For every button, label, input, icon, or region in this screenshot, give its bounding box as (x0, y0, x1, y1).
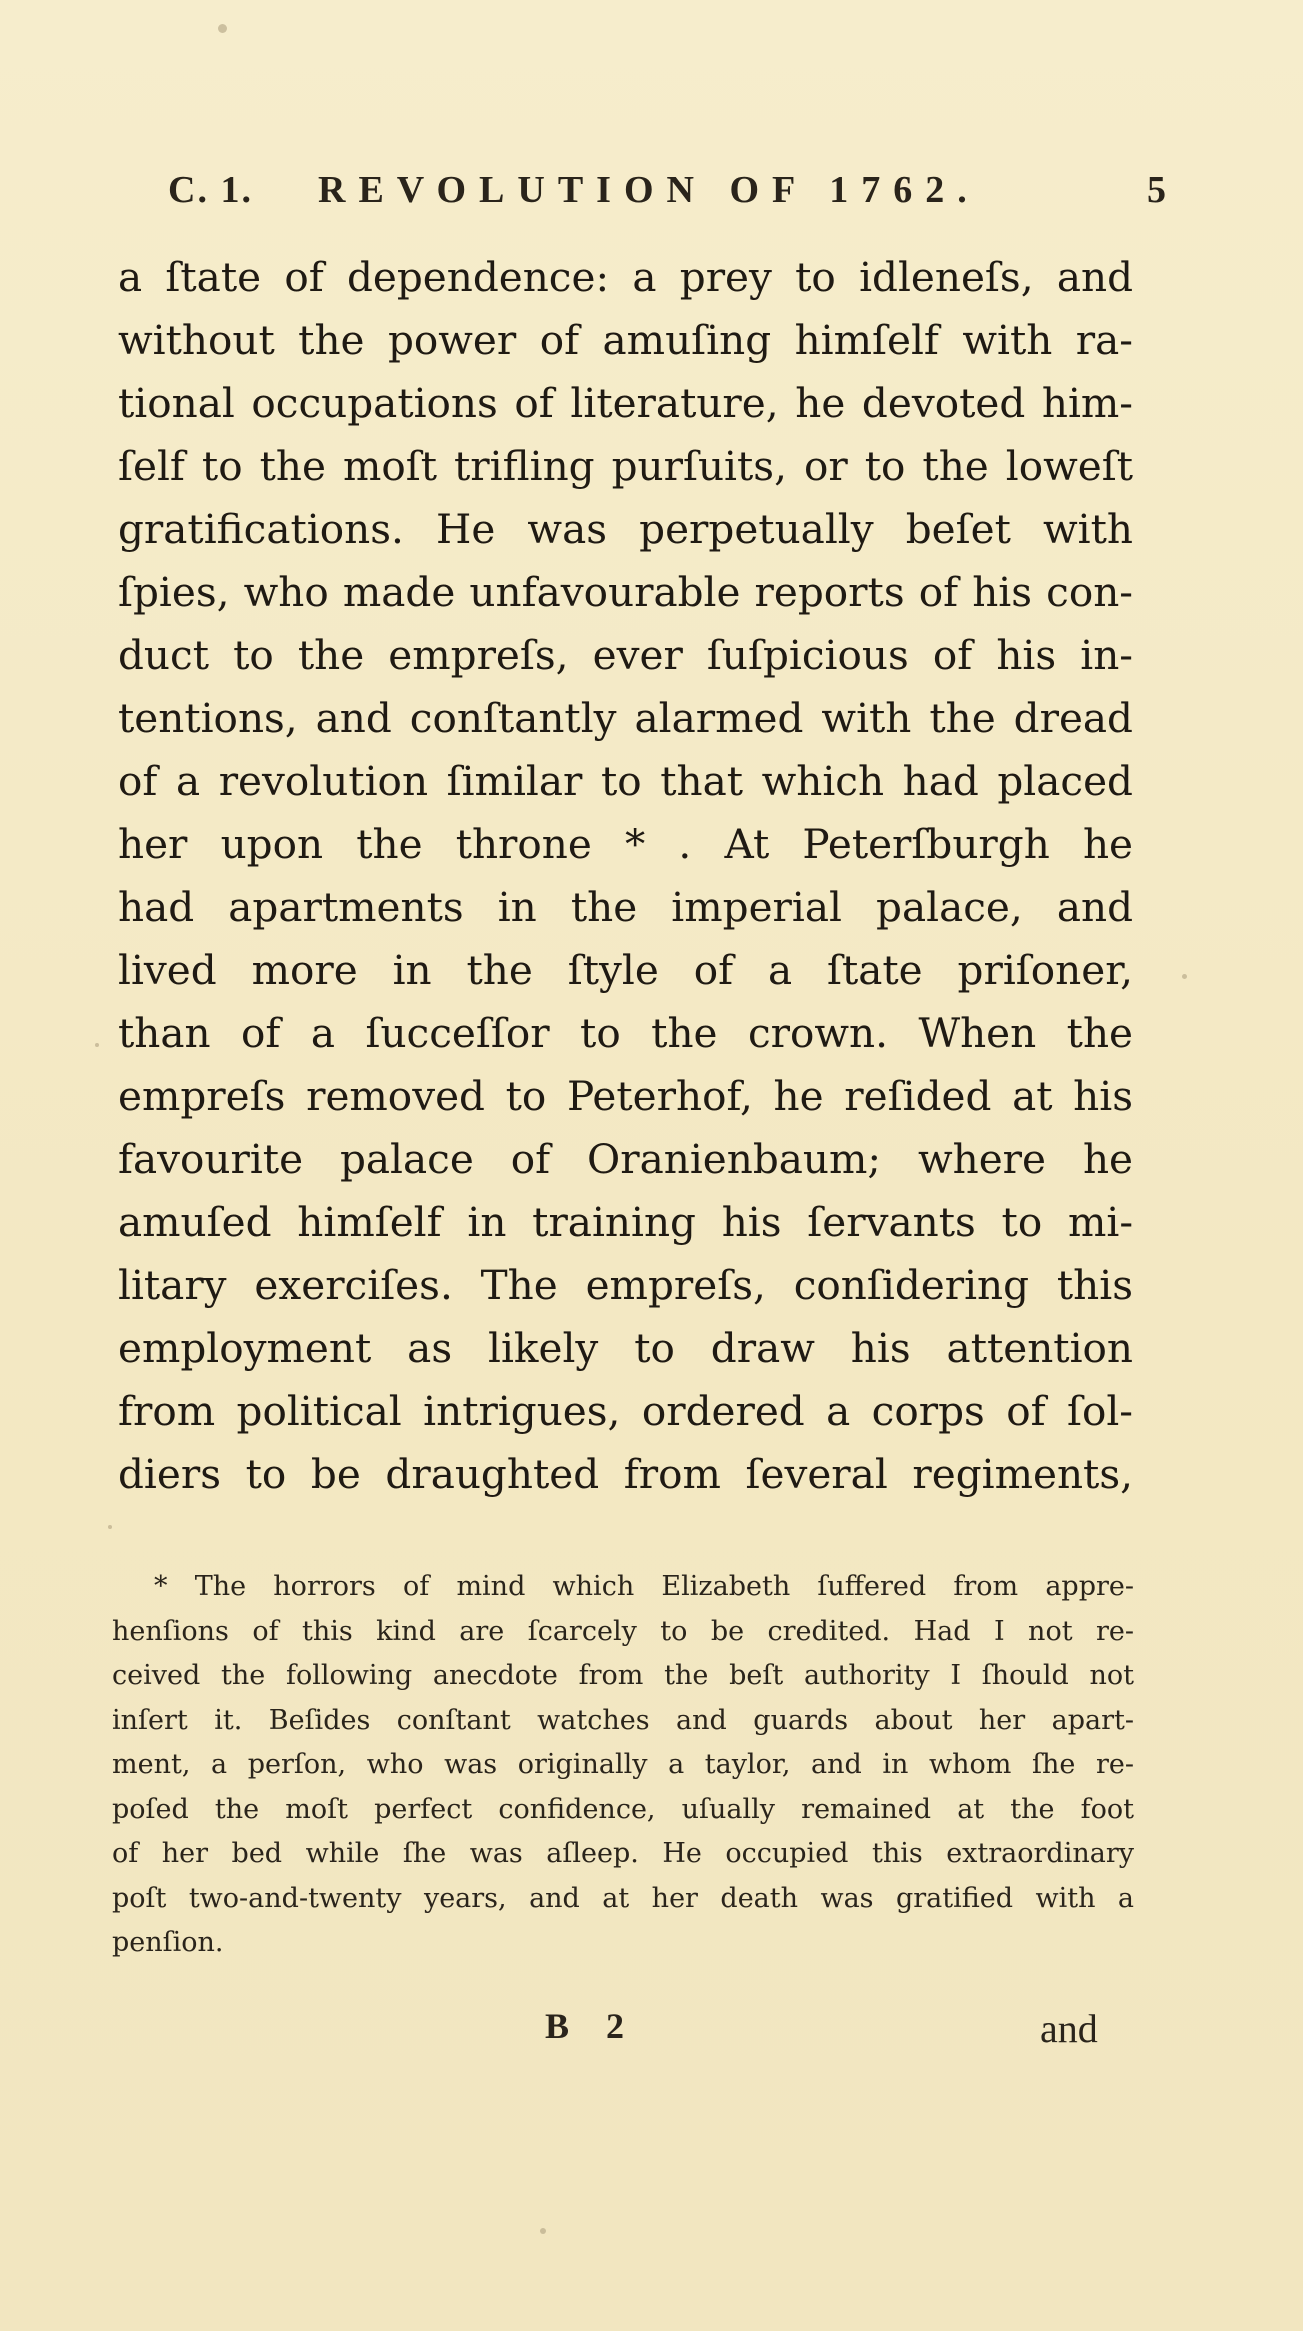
text-line: tional occupations of literature, he devoted him- (118, 379, 1133, 427)
footnote-line: poſt two-and-twenty years, and at her death was gratified with a (112, 1882, 1134, 1914)
text-line: favourite palace of Oranienbaum; where he (118, 1135, 1133, 1183)
footnote-line: * The horrors of mind which Elizabeth ſuffered from appre- (154, 1571, 1134, 1602)
text-line: amuſed himſelf in training his ſervants to mi- (118, 1198, 1133, 1246)
footnote-line: henſions of this kind are ſcarcely to be credited. Had I not re- (112, 1615, 1134, 1647)
text-line: of a revolution ſimilar to that which had placed (118, 757, 1133, 805)
paper-speck (540, 2228, 546, 2234)
footnote-line: penſion. (112, 1927, 224, 1958)
page-number: 5 (1147, 169, 1166, 211)
text-line: empreſs removed to Peterhof, he reſided at his (118, 1072, 1133, 1120)
text-line: employment as likely to draw his attention (118, 1324, 1133, 1372)
paper-speck (108, 1525, 112, 1529)
text-line: from political intrigues, ordered a corps of ſol- (118, 1387, 1133, 1435)
text-line: had apartments in the imperial palace, and (118, 883, 1133, 931)
running-header (168, 168, 1166, 218)
text-line: ſelf to the moſt trifling purſuits, or to the loweſt (118, 442, 1133, 490)
main-text (118, 246, 1133, 1506)
paper-speck (218, 24, 227, 33)
paper-speck (1182, 974, 1187, 979)
footnote (112, 1565, 1134, 1966)
footnote-line: of her bed while ſhe was aſleep. He occupied this extraordinary (112, 1838, 1134, 1869)
text-line: tentions, and conſtantly alarmed with the dread (118, 694, 1133, 742)
text-line: without the power of amuſing himſelf with ra- (118, 316, 1133, 364)
text-line: diers to be draughted from ſeveral regiments, (118, 1450, 1133, 1498)
paper-speck (95, 1043, 99, 1047)
text-line: her upon the throne * . At Peterſburgh he (118, 820, 1133, 868)
page-footer (0, 2005, 1303, 2055)
text-line: lived more in the ſtyle of a ſtate priſoner, (118, 946, 1133, 994)
signature-mark: B 2 (545, 2006, 639, 2046)
text-line: than of a ſucceſſor to the crown. When the (118, 1009, 1133, 1057)
text-line: ſpies, who made unfavourable reports of his con- (118, 568, 1133, 616)
catchword: and (1040, 2006, 1098, 2051)
footnote-line: inſert it. Beſides conſtant watches and guards about her apart- (112, 1704, 1134, 1736)
running-title: REVOLUTION OF 1762. (318, 169, 980, 211)
text-line: litary exerciſes. The empreſs, conſidering this (118, 1261, 1133, 1309)
chapter-reference: C. 1. (168, 169, 253, 211)
text-line: gratifications. He was perpetually beſet with (118, 505, 1133, 553)
footnote-line: poſed the moſt perfect confidence, uſually remained at the foot (112, 1793, 1134, 1825)
footnote-line: ment, a perſon, who was originally a taylor, and in whom ſhe re- (112, 1749, 1134, 1780)
text-line: duct to the empreſs, ever ſuſpicious of his in- (118, 631, 1133, 679)
footnote-line: ceived the following anecdote from the beſt authority I ſhould not (112, 1660, 1134, 1691)
text-line: a ſtate of dependence: a prey to idleneſs, and (118, 253, 1133, 301)
